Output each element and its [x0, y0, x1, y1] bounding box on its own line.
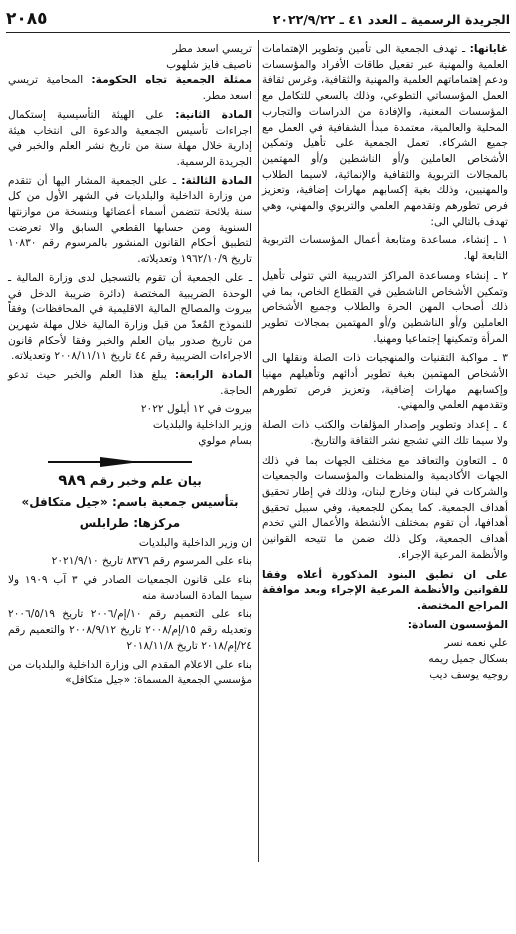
- founders-label: المؤسسون السادة:: [407, 618, 508, 631]
- announcement-from: ان وزير الداخلية والبلديات: [138, 536, 252, 549]
- page-header: [6, 6, 510, 33]
- article-2-label: المادة الثانية:: [175, 108, 252, 121]
- announcement-paragraph: بناء على المرسوم رقم ٨٣٧٦ تاريخ ٢٠٢١/٩/١٠: [51, 555, 252, 568]
- founder-name: روجيه يوسف ديب: [429, 668, 508, 681]
- representative-label: ممثلة الجمعية تجاه الحكومة:: [91, 74, 252, 87]
- founder-name: تريسي اسعد مطر: [172, 43, 252, 55]
- representative-paragraph: [8, 73, 252, 104]
- gazette-title: الجريدة الرسمية ـ العدد ٤١ ـ ٢٠٢٢/٩/٢٢: [272, 11, 510, 27]
- goal-item-5: ٥ ـ التعاون والتعاقد مع مختلف الجهات بما في ذلك الجهات الأكاديمية والمنظمات والمؤسسات والجمعيات والشركات في لبنان وخارج لبنان، وذلك في إطار تحقيق أهداف الجمعية. كما يمكن للجمعية، وفي سبيل تحقيق أهدافها، أن تقوم بمختلف الأنشطة والأعمال التي تخدم أهداف الجمعية، وكل ذلك ضمن ما تتيحه القوانين والأنظمة المرعية الإجراء.: [262, 454, 508, 561]
- ministry-name: وزير الداخلية والبلديات: [152, 419, 252, 432]
- announcement-title-prefix: بيان علم وخبر رقم: [89, 473, 202, 488]
- minister-name: بسام مولوي: [198, 434, 252, 447]
- announcement-paragraph: بناء على التعميم رقم ١٠/إم/٢٠٠٦ تاريخ ٢٠٠٦/٥/١٩ وتعديله رقم ١٥/إم/٢٠٠٨ تاريخ ٢٠٠٨/٩/١٢ والتعميم رقم ٢٤/إم/٢٠١٨ تاريخ ٢٠١٨/١١/٨: [8, 608, 252, 652]
- goals-paragraph: [262, 42, 508, 230]
- article-3-label: المادة الثالثة:: [181, 174, 252, 187]
- goals-text: ـ تهدف الجمعية الى تأمين وتطوير الإهتمامات العلمية والمهنية عبر تفعيل طاقات الأفراد والمؤسسات ودعم إهتماماتهم العلمية والمهنية والثقافية، وغرس ثقافة العمل المؤسساتي التطوعي، وذلك بالسعي للتكامل مع المؤسسات المعنية، والإفادة من الدراسات والتجارب المحلية والعالمية، معتمدة مبدأ الشفافية في العمل مع جميع الشركاء. تعمل الجمعية على تأهيل وتمكين الأشخاص العاملين و/أو الناشطين و/أو المهتمين بالمجالات التربوية والثقافية والإنمائية، لاسيما الطلاب والمهنيين، وذلك بغية إكسابهم مهارات إضافية، وتعزيز فرص تطورهم وتقدمهم العلمي والتربوي والمهني، وهي تهدف بالتالي الى:: [262, 43, 508, 228]
- founder-name: بسكال جميل ريمه: [428, 653, 508, 666]
- goal-item-1: ١ ـ إنشاء، مساعدة ومتابعة أعمال المؤسسات التربوية التابعة لها.: [262, 234, 508, 263]
- closing-clause: على ان تطبق البنود المذكورة أعلاه وفقا للقوانين والأنظمة المرعية الإجراء وبعد موافقة المراجع المختصة.: [262, 568, 508, 612]
- goal-item-2: ٢ ـ إنشاء ومساعدة المراكز التدريبية التي تتولى تأهيل وتمكين الأشخاص الناشطين في القطاع الخاص، بما في ذلك أصحاب المهن الحرة والطلاب وجميع الأشخاص العاملين و/أو الناشطين و/أو المهتمين بمجالات تطوير المرأة وتمكينها إجتماعيا ومهنيا.: [262, 269, 508, 345]
- goal-item-4: ٤ ـ إعداد وتطوير وإصدار المؤلفات والكتب ذات الصلة ولا سيما تلك التي تشجع نشر الثقافة والتاريخ.: [262, 419, 508, 447]
- place-date: بيروت في ١٢ أيلول ٢٠٢٢: [140, 403, 252, 416]
- page-number: ٢٠٨٥: [6, 9, 48, 29]
- goals-label: غاياتها:: [469, 43, 508, 55]
- article-3-text: ـ على الجمعية المشار اليها أن تتقدم من وزارة الداخلية والبلديات في الشهر الأول من كل سنة بلائحة تتضمن أسماء أعضائها وبنسخة من موازنتها السنوية ومن حسابها القطعي السابق والا تعرضت لتطبيق أحكام القانون المنشور بالمرسوم رقم ١٠٨٣٠ تاريخ ١٩٦٢/١٠/٩ وتعديلاته.: [8, 174, 252, 266]
- announcement-title: [8, 472, 252, 490]
- article-4-text: يبلغ هذا العلم والخبر حيث تدعو الحاجة.: [8, 369, 252, 397]
- announcement-subtitle: بتأسيس جمعية باسم: «جيل متكافل»: [21, 494, 239, 509]
- founder-name: ناصيف فايز شلهوب: [166, 58, 252, 71]
- founder-name: علي نعمه نسر: [444, 637, 508, 650]
- announcement-paragraph: بناء على الاعلام المقدم الى وزارة الداخلية والبلديات من مؤسسي الجمعية المسماة: «جيل متكافل»: [8, 658, 252, 687]
- article-3-part-2: ـ على الجمعية أن تقوم بالتسجيل لدى وزارة المالية ـ الوحدة الضريبية المختصة (دائرة ضريبة الدخل في بيروت والمصالح المالية الاقليمية في المحافظات) وفقاً للنموذج المُعدّ من قبل وزارة المالية خلال مهلة شهرين من تاريخ صدور بيان العلم والخبر وفقا لأحكام قانون الاجراءات الضريبية رقم ٤٤ تاريخ ٢٠٠٨/١١/١١ وتعديلاته.: [8, 271, 252, 363]
- section-separator: [8, 456, 252, 468]
- article-4-label: المادة الرابعة:: [174, 369, 252, 382]
- right-column: [262, 42, 508, 683]
- article-2: [8, 108, 252, 171]
- goal-item-3: ٣ ـ مواكبة التقنيات والمنهجيات ذات الصلة ونقلها الى الأشخاص المهتمين بغية تطوير أدائهم وتأهيلهم مهنيا وإكسابهم مهارات إضافية، وتعزيز فرص تطورهم وتقدمهم العلمي والمهني.: [262, 352, 508, 412]
- announcement-paragraph: بناء على قانون الجمعيات الصادر في ٣ آب ١٩٠٩ ولا سيما المادة السادسة منه: [8, 573, 252, 602]
- left-column: [8, 42, 252, 692]
- article-3: [8, 174, 252, 268]
- representative-text: المحامية تريسي اسعد مطر.: [8, 74, 252, 103]
- announcement-number: ٩٨٩: [58, 470, 86, 489]
- article-2-text: على الهيئة التأسيسية إستكمال اجراءات تأسيس الجمعية والدعوة الى انتخاب هيئة إدارية خلال مهلة سنة من تاريخ نشر العلم والخبر في الجريدة الرسمية.: [8, 108, 252, 168]
- article-4: [8, 368, 252, 399]
- column-divider: [258, 40, 259, 862]
- announcement-hq: مركزها: طرابلس: [79, 515, 181, 530]
